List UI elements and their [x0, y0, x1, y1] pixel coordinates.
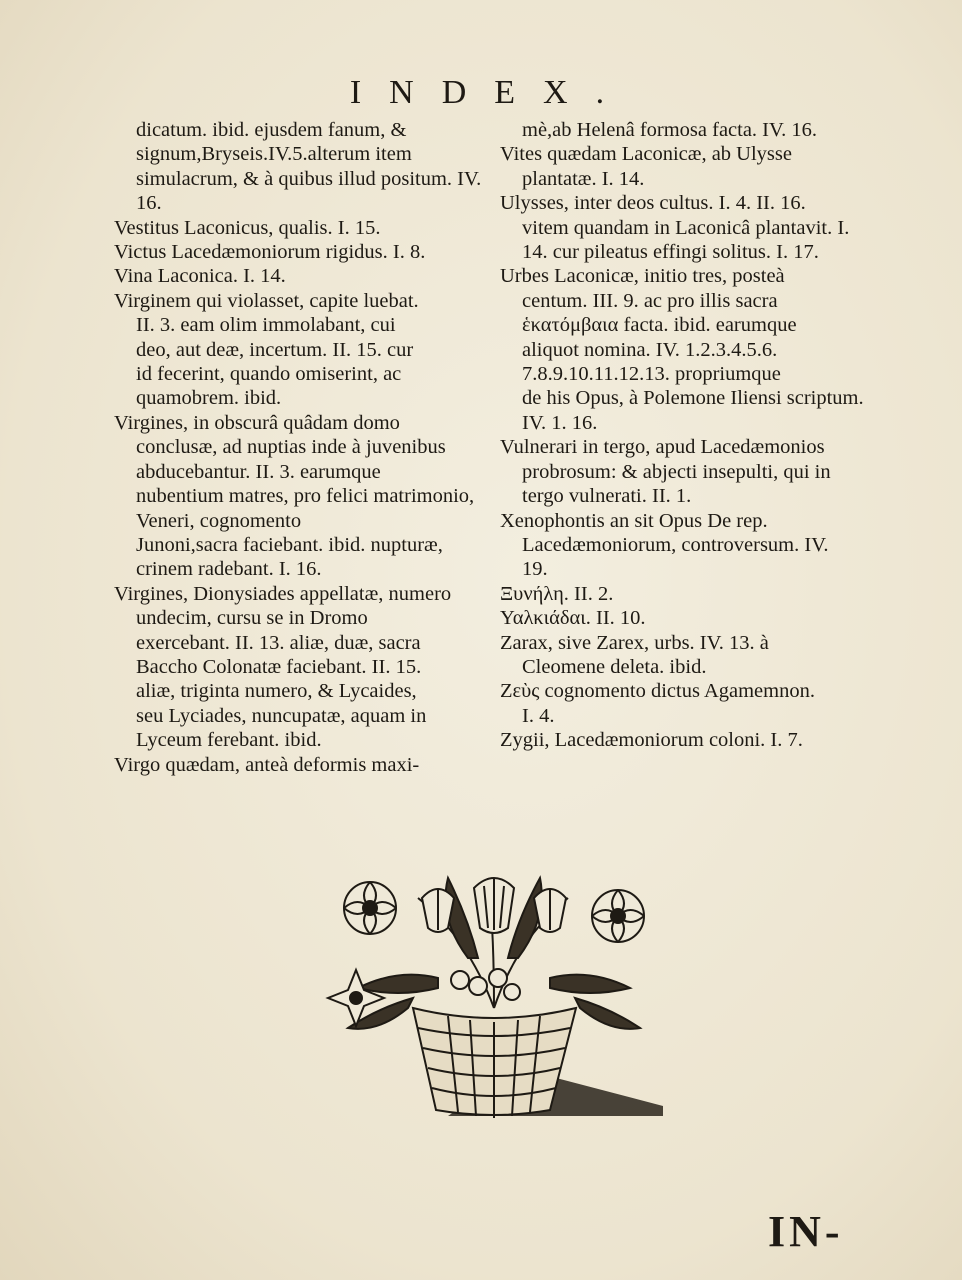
index-entry-continuation: mè,ab Helenâ formosa facta. IV. 16. — [522, 119, 818, 141]
catchword: IN- — [768, 1207, 844, 1256]
index-entry: Ξυνήλη. II. 2. — [500, 582, 614, 605]
index-entry: Vestitus Laconicus, qualis. I. 15. — [114, 216, 381, 239]
index-entry: Vina Laconica. I. 14. — [114, 265, 286, 288]
index-entry: Victus Lacedæmoniorum rigidus. I. 8. — [114, 241, 426, 264]
index-entry: Virgines, Dionysiades appellatæ, numero undecim, cursu se in Dromo exercebant. II. 13. aliæ, duæ, sacra Baccho Colonatæ faciebant. II. 15. aliæ, triginta numero, & Lycaides, seu Lyciades, nuncupatæ, aquam in Lyceum ferebant. ibid. — [114, 582, 452, 752]
index-entry: Virgo quædam, anteà deformis maxi- — [114, 753, 420, 776]
index-entry-continuation: dicatum. ibid. ejusdem fanum, & signum,Bryseis.IV.5.alterum item simulacrum, & à quibus illud positum. IV. 16. — [136, 119, 482, 215]
index-entry: Zarax, sive Zarex, urbs. IV. 13. à Cleomene deleta. ibid. — [500, 631, 769, 678]
index-column-left — [114, 118, 484, 777]
index-entry: Virginem qui violasset, capite luebat. II. 3. eam olim immolabant, cui deo, aut deæ, incertum. II. 15. cur id fecerint, quando omiserint, ac quamobrem. ibid. — [114, 289, 419, 410]
index-entry: Υαλκιάδαι. II. 10. — [500, 607, 646, 630]
index-entry: Virgines, in obscurâ quâdam domo conclusæ, ad nuptias inde à juvenibus abducebantur. II. 3. earumque nubentium matres, pro felici matrimonio, Veneri, cognomento Junoni,sacra faciebant. ibid. nupturæ, crinem radebant. I. 16. — [114, 411, 475, 581]
index-entry: Vulnerari in tergo, apud Lacedæmonios probrosum: & abjecti insepulti, qui in tergo vulnerati. II. 1. — [500, 436, 831, 508]
index-entry: Vites quædam Laconicæ, ab Ulysse plantatæ. I. 14. — [500, 143, 792, 190]
index-entry: Ζεὺς cognomento dictus Agamemnon. I. 4. — [500, 680, 815, 727]
index-entry: Zygii, Lacedæmoniorum coloni. I. 7. — [500, 729, 803, 752]
index-column-right — [500, 118, 872, 753]
flower-basket-woodcut-ornament — [318, 858, 670, 1120]
index-entry: Urbes Laconicæ, initio tres, posteà centum. III. 9. ac pro illis sacra ἑκατόμβαια facta. ibid. earumque aliquot nomina. IV. 1.2.3.4.5.6. 7.8.9.10.11.12.13. propriumque de his Opus, à Polemone Iliensi scriptum. IV. 1. 16. — [500, 265, 864, 434]
page-title: INDEX. — [349, 74, 633, 111]
index-entry: Xenophontis an sit Opus De rep. Lacedæmoniorum, controversum. IV. 19. — [500, 509, 829, 581]
index-entry: Ulysses, inter deos cultus. I. 4. II. 16. vitem quandam in Laconicâ plantavit. I. 14. cur pileatus effingi solitus. I. 17. — [500, 192, 850, 264]
